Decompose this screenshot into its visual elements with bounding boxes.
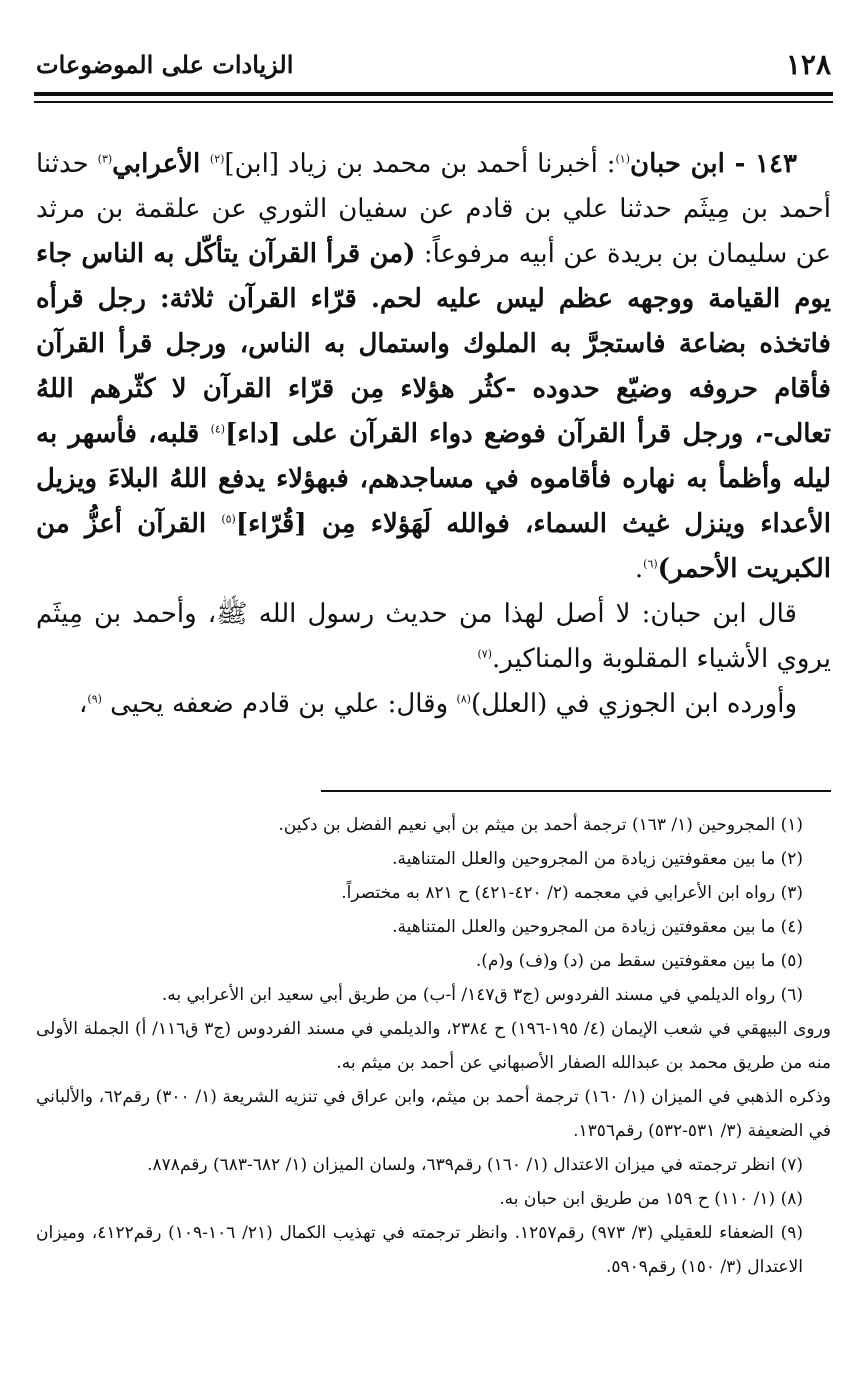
ibn-jawzi-end: ، <box>79 689 88 719</box>
footnote-2: (٢) ما بين معقوفتين زيادة من المجروحين والعلل المتناهية. <box>392 849 803 869</box>
footnotes-section <box>36 808 831 1284</box>
footnote-ref-5[interactable]: (٥) <box>221 512 236 526</box>
footnote-1: (١) المجروحين (١/ ١٦٣) ترجمة أحمد بن ميثم بن أبي نعيم الفضل بن دكين. <box>278 815 803 835</box>
header-rule-thin <box>34 101 833 103</box>
page-number: ١٢٨ <box>785 48 831 81</box>
footnote-ref-8[interactable]: (٨) <box>456 692 471 706</box>
header-rule-thick <box>34 92 833 96</box>
footnote-ref-4[interactable]: (٤) <box>210 422 226 436</box>
footnote-ref-2[interactable]: (٢) <box>209 152 225 166</box>
narrator-name: الأعرابي <box>112 149 210 179</box>
main-text <box>36 142 831 727</box>
matn-part-3: القرآن أعزُّ من الكبريت الأحمر) <box>36 509 831 584</box>
footnote-ref-7[interactable]: (٧) <box>477 647 492 661</box>
footnote-separator <box>321 790 831 792</box>
footnote-ref-3[interactable]: (٣) <box>97 152 113 166</box>
ibn-jawzi-text-2: وقال: علي بن قادم ضعفه يحيى <box>101 689 457 719</box>
page-header <box>36 48 831 88</box>
matn-part-1: (من قرأ القرآن يتأكّل به الناس جاء يوم القيامة ووجهه عظم ليس عليه لحم. قرّاء القرآن ثلاثة: رجل قرأه فاتخذه بضاعة فاستجرَّ به الملوك واستمال به الناس، ورجل قرأ القرآن فأقام حروفه وضيّع حدوده -كثُر هؤلاء مِن قرّاء القرآن لا كثّرهم اللهُ تعالى-، ورجل قرأ القرآن فوضع دواء القرآن على [داء] <box>36 239 831 449</box>
footnote-3: (٣) رواه ابن الأعرابي في معجمه (٢/ ٤٢٠-٤٢١) ح ٨٢١ به مختصراً. <box>341 883 803 903</box>
footnote-4: (٤) ما بين معقوفتين زيادة من المجروحين والعلل المتناهية. <box>392 917 803 937</box>
footnote-6-continuation-2: وذكره الذهبي في الميزان (١/ ١٦٠) ترجمة أحمد بن ميثم، وابن عراق في تنزيه الشريعة (١/ ٣٠٠) رقم٦٢، والألباني في الضعيفة (٣/ ٥٣١-٥٣٢) رقم١٣٥٦. <box>36 1087 831 1141</box>
isnad-part-2: حدثنا أحمد بن مِيثَم حدثنا علي بن قادم عن سفيان الثوري عن علقمة بن مرثد عن سليمان بن بريدة عن أبيه مرفوعاً: <box>36 149 831 269</box>
isnad-part-1: : أخبرنا أحمد بن محمد بن زياد [ابن] <box>224 149 616 179</box>
footnote-6-continuation-1: وروى البيهقي في شعب الإيمان (٤/ ١٩٥-١٩٦) ح ٢٣٨٤، والديلمي في مسند الفردوس (ج٣ ق١١٦/ أ) الجملة الأولى منه من طريق محمد بن عبدالله الصفار الأصبهاني عن أحمد بن ميثم به. <box>36 1019 832 1073</box>
running-title: الزيادات على الموضوعات <box>36 50 294 79</box>
footnote-7: (٧) انظر ترجمته في ميزان الاعتدال (١/ ١٦٠) رقم٦٣٩، ولسان الميزان (١/ ٦٨٢-٦٨٣) رقم٨٧٨. <box>147 1155 803 1175</box>
footnote-5: (٥) ما بين معقوفتين سقط من (د) و(ف) و(م). <box>475 951 803 971</box>
ibn-jawzi-paragraph <box>36 682 831 727</box>
ibn-hibban-text: قال ابن حبان: لا أصل لهذا من حديث رسول الله ﷺ، وأحمد بن مِيثَم يروي الأشياء المقلوبة والمناكير. <box>36 599 831 674</box>
footnote-ref-9[interactable]: (٩) <box>87 692 102 706</box>
matn-part-2: قلبه، فأسهر به ليله وأظمأ به نهاره فأقاموه في مساجدهم، فبهؤلاء يدفع اللهُ البلاءَ ويزيل الأعداء وينزل غيث السماء، فوالله لَهَؤلاء مِن [قُرّاء] <box>36 419 831 539</box>
footnote-8: (٨) (١/ ١١٠) ح ١٥٩ من طريق ابن حبان به. <box>499 1189 803 1209</box>
footnote-ref-6[interactable]: (٦) <box>643 557 658 571</box>
footnote-ref-1[interactable]: (١) <box>615 152 630 166</box>
hadith-end: . <box>634 554 644 584</box>
ibn-hibban-paragraph <box>36 592 831 682</box>
footnote-6: (٦) رواه الديلمي في مسند الفردوس (ج٣ ق١٤٧/ أ-ب) من طريق أبي سعيد ابن الأعرابي به. <box>161 985 803 1005</box>
ibn-jawzi-text-1: وأورده ابن الجوزي في (العلل) <box>470 689 797 719</box>
footnote-9: (٩) الضعفاء للعقيلي (٣/ ٩٧٣) رقم١٢٥٧. وانظر ترجمته في تهذيب الكمال (٢١/ ١٠٦-١٠٩) رقم٤١٢٢، وميزان الاعتدال (٣/ ١٥٠) رقم٥٩٠٩. <box>36 1223 803 1277</box>
hadith-number: ١٤٣ - ابن حبان <box>630 149 797 179</box>
hadith-paragraph <box>36 142 831 592</box>
